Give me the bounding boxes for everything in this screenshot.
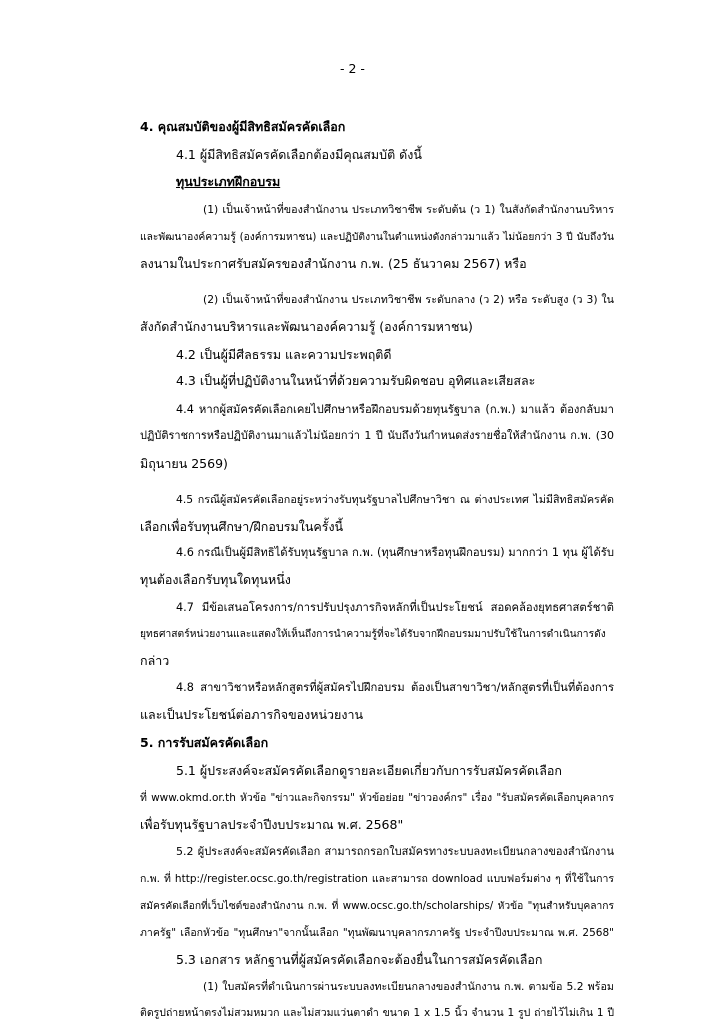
paragraph-4-2: 4.2 เป็นผู้มีศีลธรรม และความประพฤติดี — [176, 347, 392, 362]
paragraph-4-8-line-1: 4.8 สาขาวิชาหรือหลักสูตรที่ผู้สมัครไปฝึกอบรม ต้องเป็นสาขาวิชา/หลักสูตรที่เป็นที่ต้องการ — [176, 681, 614, 694]
paragraph-4-3: 4.3 เป็นผู้ที่ปฏิบัติงานในหน้าที่ด้วยความรับผิดชอบ อุทิศและเสียสละ — [176, 373, 536, 388]
paragraph-4-5-line-1: 4.5 กรณีผู้สมัครคัดเลือกอยู่ระหว่างรับทุนรัฐบาลไปศึกษาวิชา ณ ต่างประเทศ ไม่มีสิทธิสมัครคัด — [176, 493, 614, 506]
item-1-line-2: และพัฒนาองค์ความรู้ (องค์การมหาชน) และปฏิบัติงานในตำแหน่งดังกล่าวมาแล้ว ไม่น้อยกว่า 3 ปี นับถึงวัน — [140, 231, 614, 243]
paragraph-4-8-line-2: และเป็นประโยชน์ต่อภารกิจของหน่วยงาน — [140, 707, 364, 722]
item-1-line-1: (1) เป็นเจ้าหน้าที่ของสำนักงาน ประเภทวิชาชีพ ระดับต้น (ว 1) ในสังกัดสำนักงานบริหาร — [203, 203, 614, 216]
paragraph-4-4-line-1: 4.4 หากผู้สมัครคัดเลือกเคยไปศึกษาหรือฝึกอบรมด้วยทุนรัฐบาล (ก.พ.) มาแล้ว ต้องกลับมา — [176, 403, 614, 416]
paragraph-4-6-line-2: ทุนต้องเลือกรับทุนใดทุนหนึ่ง — [140, 572, 291, 587]
paragraph-5-1-line-1: 5.1 ผู้ประสงค์จะสมัครคัดเลือกดูรายละเอียดเกี่ยวกับการรับสมัครคัดเลือก — [176, 763, 562, 778]
paragraph-4-4-line-3: มิถุนายน 2569) — [140, 456, 228, 471]
item-1-line-3: ลงนามในประกาศรับสมัครของสำนักงาน ก.พ. (25 ธันวาคม 2567) หรือ — [140, 256, 527, 271]
paragraph-4-4-line-2: ปฏิบัติราชการหรือปฏิบัติงานมาแล้วไม่น้อยกว่า 1 ปี นับถึงวันกำหนดส่งรายชื่อให้สำนักงาน ก.พ. (30 — [140, 429, 614, 442]
paragraph-5-3: 5.3 เอกสาร หลักฐานที่ผู้สมัครคัดเลือกจะต้องยื่นในการสมัครคัดเลือก — [176, 952, 543, 967]
section-4-heading: 4. คุณสมบัติของผู้มีสิทธิสมัครคัดเลือก — [140, 119, 346, 134]
paragraph-5-1-line-3: เพื่อรับทุนรัฐบาลประจำปีงบประมาณ พ.ศ. 2568" — [140, 817, 404, 832]
paragraph-5-3-1-line-2: ติดรูปถ่ายหน้าตรงไม่สวมหมวก และไม่สวมแว่นตาดำ ขนาด 1 x 1.5 นิ้ว จำนวน 1 รูป ถ่ายไว้ไม่เกิน 1 ปี — [140, 1007, 614, 1019]
paragraph-5-2-line-2: ก.พ. ที่ http://register.ocsc.go.th/registration และสามารถ download แบบฟอร์มต่าง ๆ ที่ใช้ในการ — [140, 873, 614, 885]
paragraph-4-6-line-1: 4.6 กรณีเป็นผู้มีสิทธิได้รับทุนรัฐบาล ก.พ. (ทุนศึกษาหรือทุนฝึกอบรม) มากกว่า 1 ทุน ผู้ได้รับ — [176, 546, 614, 559]
paragraph-4-7-line-1: 4.7 มีข้อเสนอโครงการ/การปรับปรุงภารกิจหลักที่เป็นประโยชน์ สอดคล้องยุทธศาสตร์ชาติ — [176, 601, 614, 614]
paragraph-4-5-line-2: เลือกเพื่อรับทุนศึกษา/ฝึกอบรมในครั้งนี้ — [140, 519, 344, 534]
paragraph-4-7-line-2: ยุทธศาสตร์หน่วยงานและแสดงให้เห็นถึงการนำความรู้ที่จะได้รับจากฝึกอบรมมาปรับใช้ในการดำเนินการดัง — [140, 628, 606, 640]
section-5-heading: 5. การรับสมัครคัดเลือก — [140, 735, 269, 750]
paragraph-5-1-line-2: ที่ www.okmd.or.th หัวข้อ "ข่าวและกิจกรรม" หัวข้อย่อย "ข่าวองค์กร" เรื่อง "รับสมัครคัดเลือกบุคลากร — [140, 792, 614, 804]
paragraph-5-2-line-4: ภาครัฐ" เลือกหัวข้อ "ทุนศึกษา"จากนั้นเลือก "ทุนพัฒนาบุคลากรภาครัฐ ประจำปีงบประมาณ พ.ศ. 2568" — [140, 927, 614, 939]
paragraph-5-2-line-1: 5.2 ผู้ประสงค์จะสมัครคัดเลือก สามารถกรอกใบสมัครทางระบบลงทะเบียนกลางของสำนักงาน — [176, 845, 614, 858]
training-scholarship-label: ทุนประเภทฝึกอบรม — [176, 174, 281, 189]
item-2-line-1: (2) เป็นเจ้าหน้าที่ของสำนักงาน ประเภทวิชาชีพ ระดับกลาง (ว 2) หรือ ระดับสูง (ว 3) ใน — [203, 293, 614, 306]
paragraph-5-2-line-3: สมัครคัดเลือกที่เว็บไซต์ของสำนักงาน ก.พ. ที่ www.ocsc.go.th/scholarships/ หัวข้อ "ทุนสำหรับบุคลากร — [140, 900, 614, 912]
paragraph-4-1: 4.1 ผู้มีสิทธิสมัครคัดเลือกต้องมีคุณสมบัติ ดังนี้ — [176, 147, 422, 162]
page-number: - 2 - — [340, 61, 365, 76]
item-2-line-2: สังกัดสำนักงานบริหารและพัฒนาองค์ความรู้ (องค์การมหาชน) — [140, 319, 473, 334]
paragraph-4-7-line-3: กล่าว — [140, 653, 170, 668]
paragraph-5-3-1-line-1: (1) ใบสมัครที่ดำเนินการผ่านระบบลงทะเบียนกลางของสำนักงาน ก.พ. ตามข้อ 5.2 พร้อม — [203, 980, 614, 993]
